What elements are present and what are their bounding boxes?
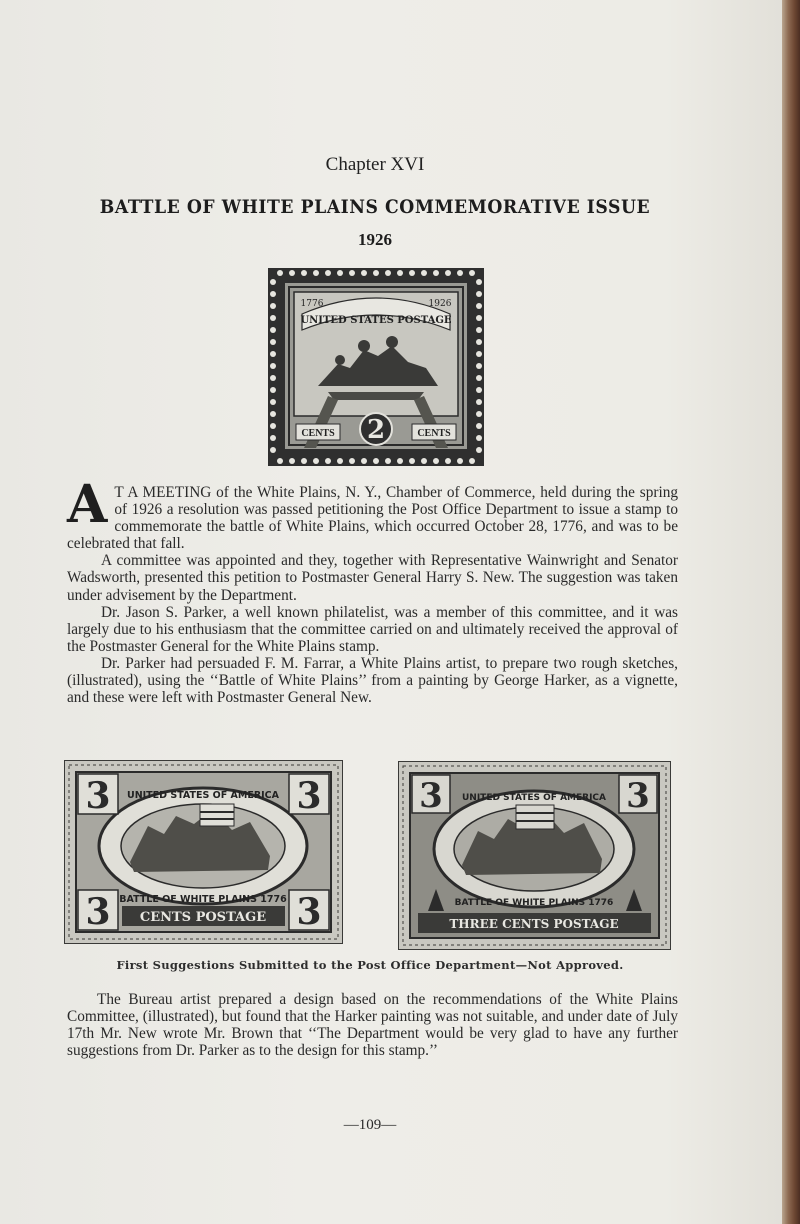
body-text-block — [67, 474, 678, 707]
sketch-a-value-tl: 3 — [85, 775, 111, 817]
body-text-block-2 — [67, 991, 678, 1059]
page-number: —109— — [343, 1117, 397, 1133]
sketch-a-value-br: 3 — [296, 891, 322, 933]
paragraph-2: A committee was appointed and they, together with Representative Wainwright and Senator Wadsworth, presented this petition to Postmaster General Harry S. New. The suggestion was taken under advisement by the Department. — [67, 552, 678, 604]
paragraph-1 — [67, 474, 678, 553]
sketch-a-value-tr: 3 — [296, 775, 322, 817]
sketch-b-value-tl: 3 — [419, 776, 443, 816]
issue-year: 1926 — [358, 230, 392, 249]
paragraph-1-text: T A MEETING of the White Plains, N. Y., Chamber of Commerce, held during the spring of 1926 a resolution was passed petitioning the Post Office Department to issue a stamp to commemorate the battle of White Plains, which occurred October 28, 1776, and was to be celebrated that fall. — [67, 484, 678, 553]
sketch-b-arc-bottom: BATTLE OF WHITE PLAINS 1776 — [454, 898, 614, 908]
paragraph-3: Dr. Jason S. Parker, a well known philatelist, was a member of this committee, and it was largely due to his enthusiasm that the committee carried on and ultimately received the approval of the Postmaster General for the White Plains stamp. — [67, 603, 678, 655]
stamp-cents-left: CENTS — [301, 428, 335, 439]
sketch-b-label: THREE CENTS POSTAGE — [449, 917, 619, 931]
sketch-b-value-tr: 3 — [626, 776, 650, 816]
sketch-stamp-b — [398, 761, 671, 950]
stamp-year-left: 1776 — [300, 299, 324, 309]
stamp-cents-right: CENTS — [417, 428, 451, 439]
sketch-stamp-a — [64, 760, 343, 944]
stamp-year-right: 1926 — [428, 299, 452, 309]
drop-cap: A — [67, 474, 108, 535]
chapter-title: BATTLE OF WHITE PLAINS COMMEMORATIVE ISSUE — [99, 197, 651, 218]
stamp-2-cent-illustration — [268, 268, 484, 466]
stamp-value: 2 — [366, 415, 386, 445]
figure-caption: First Suggestions Submitted to the Post Office Department—Not Approved. — [116, 958, 624, 972]
sketch-a-arc-top: UNITED STATES OF AMERICA — [126, 790, 280, 801]
sketch-a-label: CENTS POSTAGE — [139, 910, 267, 925]
paragraph-4: Dr. Parker had persuaded F. M. Farrar, a White Plains artist, to prepare two rough sketches, (illustrated), using the ‘‘Battle of White Plains’’ from a painting by George Harker, as a vignette, and these were left with Postmaster General New. — [67, 654, 678, 707]
chapter-heading: Chapter XVI — [325, 154, 425, 175]
book-spine-edge — [782, 0, 800, 1224]
paragraph-5: The Bureau artist prepared a design based on the recommendations of the White Plains Committee, (illustrated), but found that the Harker painting was not suitable, and under date of July 17th Mr. New wrote Mr. Brown that ‘‘The Department would be very glad to have any further suggestions from Dr. Parker as to the design for this stamp.’’ — [67, 991, 678, 1060]
sketch-b-arc-top: UNITED STATES OF AMERICA — [461, 793, 607, 803]
sketch-a-arc-bottom: BATTLE OF WHITE PLAINS 1776 — [119, 894, 287, 905]
sketch-a-value-bl: 3 — [85, 891, 111, 933]
stamp-banner: UNITED STATES POSTAGE — [300, 315, 452, 326]
